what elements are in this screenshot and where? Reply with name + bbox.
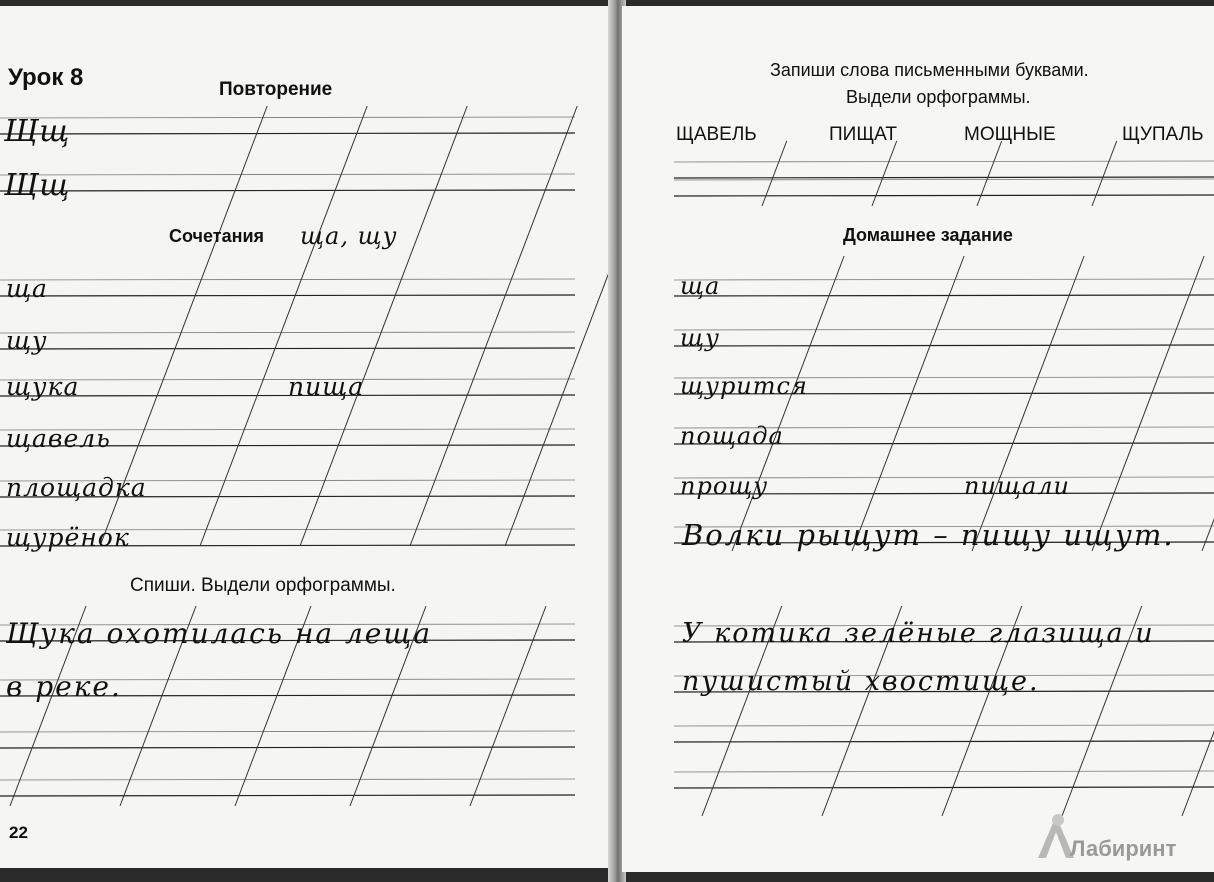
page-number: 22 [9,823,28,842]
cursive-row-shuka: щука [6,372,80,401]
homework-row-poshada: пощада [680,422,784,450]
instruction-line-1: Запиши слова письменными буквами. [770,60,1089,80]
homework-title: Домашнее задание [843,225,1013,245]
script-row-1: Щщ [4,114,71,149]
homework-row-pishali: пищали [964,472,1070,500]
lesson-title: Урок 8 [8,64,84,91]
cursive-row-pisha: пища [288,372,365,401]
cursive-row-shuryonok: щурёнок [6,523,130,552]
instruction-line-2: Выдели орфограммы. [846,87,1031,107]
homework-row-proshu: прощу [680,472,769,500]
section-title: Повторение [219,79,333,100]
sentence-2-line-2: пушистый хвостище. [682,666,1040,697]
cursive-row-shavel: щавель [6,424,111,453]
watermark-text: Лабиринт [1070,836,1177,861]
printed-word-2: ПИЩАТ [829,124,897,145]
copy-line-2: в реке. [6,670,122,703]
homework-row-shuritsya: щурится [680,372,808,400]
copy-instruction: Спиши. Выдели орфограммы. [130,575,396,596]
sentence-1: Волки рыщут – пищу ищут. [682,518,1175,552]
printed-word-4: ЩУПАЛЬ [1122,124,1204,145]
homework-row-shu: щу [680,324,720,352]
combo-cursive: ща, щу [300,222,398,250]
left-page [0,6,612,868]
combo-label: Сочетания [169,226,265,246]
cursive-row-ploshadka: площадка [6,473,147,502]
homework-row-sha: ща [680,272,721,300]
cursive-row-shu: щу [6,326,48,355]
printed-word-1: ЩАВЕЛЬ [676,124,757,145]
script-row-2: Щщ [4,168,71,203]
right-page [622,6,1214,872]
printed-word-3: МОЩНЫЕ [964,124,1056,145]
sentence-2-line-1: У котика зелёные глазища и [682,618,1155,649]
cursive-row-sha: ща [6,274,48,303]
copy-line-1: Щука охотилась на леща [6,617,433,650]
